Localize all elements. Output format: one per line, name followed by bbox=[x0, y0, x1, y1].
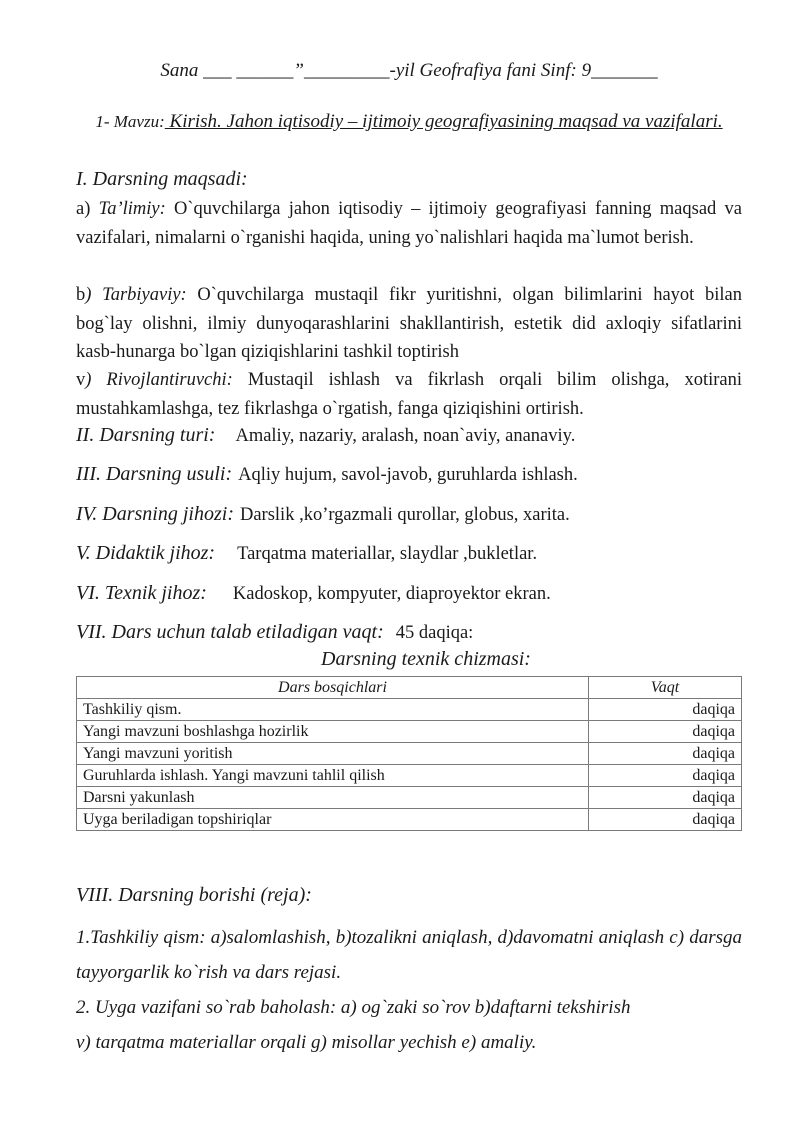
table-row bbox=[77, 743, 742, 765]
lesson-type bbox=[76, 424, 742, 447]
time-cell: daqiqa bbox=[589, 721, 742, 743]
lesson-equipment bbox=[76, 503, 742, 526]
plan-heading: VIII. Darsning borishi (reja): bbox=[76, 884, 312, 906]
goal-upbringing bbox=[76, 281, 742, 367]
schedule-title: Darsning texnik chizmasi: bbox=[321, 648, 531, 670]
lesson-type-label: II. Darsning turi: bbox=[76, 424, 216, 446]
time-cell: daqiqa bbox=[589, 743, 742, 765]
goal-v-title: ) Rivojlantiruvchi: bbox=[85, 370, 233, 390]
plan-step-2: 2. Uyga vazifani so`rab baholash: a) og`zaki so`rov b)daftarni tekshirish bbox=[76, 997, 631, 1018]
stage-cell: Darsni yakunlash bbox=[77, 787, 589, 809]
plan-step-1: 1.Tashkiliy qism: a)salomlashish, b)tozalikni aniqlash, d)davomatni aniqlash c) darsga tayyorgarlik ko`rish va dars rejasi. bbox=[76, 927, 742, 983]
schedule-table bbox=[76, 676, 742, 831]
goal-a-text: O`quvchilarga jahon iqtisodiy – ijtimoiy geografiyasi fanning maqsad va vazifalari, nimalarni o`rganishi haqida, uning yo`nalishlari haqida ma`lumot berish. bbox=[76, 199, 742, 248]
topic-title: Kirish. Jahon iqtisodiy – ijtimoiy geografiyasining maqsad va vazifalari. bbox=[164, 111, 723, 132]
lesson-method-value: Aqliy hujum, savol-javob, guruhlarda ishlash. bbox=[238, 465, 578, 485]
stage-cell: Uyga beriladigan topshiriqlar bbox=[77, 809, 589, 831]
goal-b-text: O`quvchilarga mustaqil fikr yuritishni, olgan bilimlarini hayot bilan bog`lay olishni, ilmiy dunyoqarashlarini shakllantirish, estetik did axloqiy sifatlarini kasb-hunarga bo`lgan qiziqishlarini tashkil toptirish bbox=[76, 285, 742, 363]
table-row bbox=[77, 787, 742, 809]
lesson-time-value: 45 daqiqa: bbox=[395, 623, 474, 643]
didactic-equipment-label: V. Didaktik jihoz: bbox=[76, 542, 216, 564]
goal-v-label: v bbox=[76, 370, 86, 390]
goal-a-title: Ta’limiy: bbox=[98, 199, 166, 219]
stage-cell: Yangi mavzuni yoritish bbox=[77, 743, 589, 765]
table-row bbox=[77, 809, 742, 831]
table-row bbox=[77, 765, 742, 787]
goal-v-text: Mustaqil ishlash va fikrlash orqali bilim olishga, xotirani mustahkamlashga, tez fikrlashga o`rgatish, fanga qiziqishini ortirish. bbox=[76, 370, 743, 419]
stage-cell: Guruhlarda ishlash. Yangi mavzuni tahlil qilish bbox=[77, 765, 589, 787]
goal-educational bbox=[76, 195, 742, 252]
time-cell: daqiqa bbox=[589, 787, 742, 809]
plan-step-2-continued: v) tarqatma materiallar orqali g) misollar yechish e) amaliy. bbox=[76, 1032, 537, 1053]
topic-heading bbox=[76, 108, 742, 135]
time-cell: daqiqa bbox=[589, 765, 742, 787]
column-header-time: Vaqt bbox=[589, 677, 742, 699]
didactic-equipment bbox=[76, 542, 742, 565]
column-header-stage: Dars bosqichlari bbox=[77, 677, 589, 699]
time-cell: daqiqa bbox=[589, 699, 742, 721]
date-header: Sana ___ ______”_________-yil Geofrafiya fani Sinf: 9_______ bbox=[160, 60, 658, 81]
lesson-method bbox=[76, 463, 742, 486]
table-row bbox=[77, 721, 742, 743]
table-header-row bbox=[77, 677, 742, 699]
goal-developing bbox=[76, 366, 742, 423]
technical-equipment bbox=[76, 582, 742, 605]
goals-heading: I. Darsning maqsadi: bbox=[76, 168, 248, 190]
didactic-equipment-value: Tarqatma materiallar, slaydlar ,bukletlar. bbox=[237, 544, 538, 564]
stage-cell: Tashkiliy qism. bbox=[77, 699, 589, 721]
goal-a-label: a) bbox=[76, 199, 91, 219]
goal-b-title: ) Tarbiyaviy: bbox=[85, 285, 187, 305]
time-cell: daqiqa bbox=[589, 809, 742, 831]
goal-b-label: b bbox=[76, 285, 86, 305]
lesson-method-label: III. Darsning usuli: bbox=[76, 463, 233, 485]
topic-prefix: 1- Mavzu: bbox=[95, 112, 165, 131]
table-row bbox=[77, 699, 742, 721]
lesson-type-value: Amaliy, nazariy, aralash, noan`aviy, ananaviy. bbox=[235, 426, 576, 446]
lesson-equipment-label: IV. Darsning jihozi: bbox=[76, 503, 234, 525]
lesson-equipment-value: Darslik ,ko’rgazmali qurollar, globus, xarita. bbox=[239, 505, 570, 525]
technical-equipment-value: Kadoskop, kompyuter, diaproyektor ekran. bbox=[232, 584, 551, 604]
technical-equipment-label: VI. Texnik jihoz: bbox=[76, 582, 207, 604]
lesson-time-label: VII. Dars uchun talab etiladigan vaqt: bbox=[76, 621, 384, 643]
stage-cell: Yangi mavzuni boshlashga hozirlik bbox=[77, 721, 589, 743]
lesson-time bbox=[76, 621, 742, 644]
